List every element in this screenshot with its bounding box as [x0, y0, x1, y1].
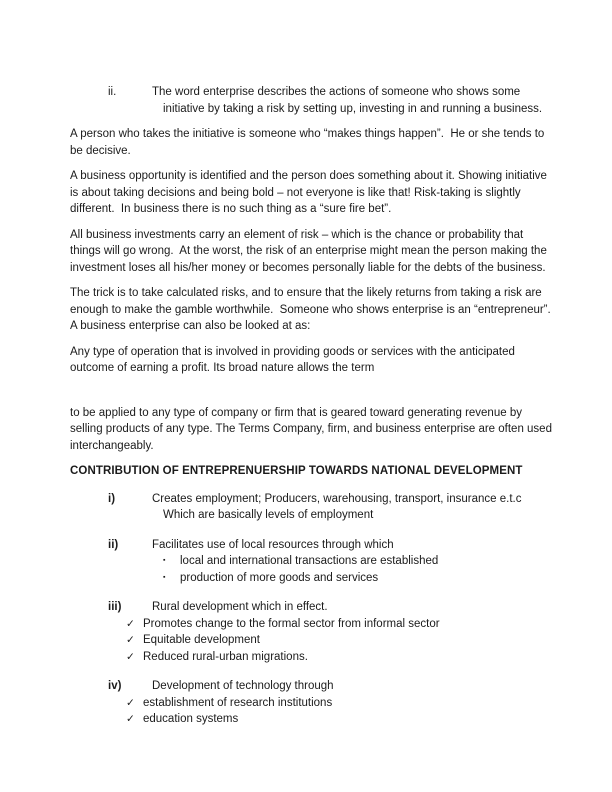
check-item	[126, 711, 552, 728]
bullet-item	[163, 570, 552, 587]
list-marker: iv)	[108, 680, 122, 692]
check-text: Equitable development	[143, 634, 260, 646]
checkmark-icon: ✓	[126, 650, 135, 663]
check-item	[126, 649, 552, 666]
list-text: Facilitates use of local resources through which	[152, 538, 394, 551]
section-heading: CONTRIBUTION OF ENTREPRENUERSHIP TOWARDS NATIONAL DEVELOPMENT	[70, 465, 523, 477]
checkmark-icon: ✓	[126, 696, 135, 709]
bullet-item	[163, 553, 552, 570]
paragraph-opportunity: A business opportunity is identified and the person does something about it. Showing initiative is about taking decisions and being bold – not everyone is like that! Risk-taking is slightly different. In business there is no such thing as a “sure fire bet”.	[70, 170, 551, 215]
list-text: Development of technology through	[152, 680, 334, 692]
list-marker: ii)	[108, 538, 119, 551]
list-marker: ii.	[108, 86, 117, 98]
numbered-item-ii	[70, 84, 552, 117]
numbered-item-i	[70, 491, 552, 524]
paragraph-operation-definition: Any type of operation that is involved in providing goods or services with the anticipated outcome of earning a profit. Its broad nature allows the term	[70, 345, 519, 374]
checkmark-icon: ✓	[126, 634, 135, 646]
checkmark-icon: ✓	[126, 617, 135, 630]
check-item	[126, 632, 552, 649]
list-text: The word enterprise describes the actions of someone who shows some	[152, 86, 521, 98]
list-marker: iii)	[108, 601, 122, 613]
bullet-text: production of more goods and services	[180, 571, 379, 584]
paragraph-company-firm: to be applied to any type of company or firm that is geared toward generating revenue by selling products of any type. The Terms Company, firm, and business enterprise are often used interchangeably.	[70, 406, 556, 452]
check-text: establishment of research institutions	[143, 696, 333, 709]
numbered-item-ii-2	[70, 537, 552, 587]
paragraph-calculated-risks: The trick is to take calculated risks, and to ensure that the likely returns from taking a risk are enough to make the gamble worthwhile. Someone who shows enterprise is an “entrepreneur”. A business enterprise can also be looked at as:	[70, 287, 554, 332]
list-marker: i)	[108, 492, 116, 505]
square-bullet-icon: ▪	[163, 573, 166, 581]
paragraph-risk: All business investments carry an element of risk – which is the chance or probability that things will go wrong. At the worst, the risk of an enterprise might mean the person making the investment loses all his/her money or becomes personally liable for the debts of the business.	[70, 228, 551, 274]
check-text: Reduced rural-urban migrations.	[143, 650, 308, 663]
list-subtext: Which are basically levels of employment	[163, 509, 374, 521]
bullet-text: local and international transactions are established	[180, 555, 439, 567]
check-text: Promotes change to the formal sector from informal sector	[143, 617, 440, 630]
list-text: Creates employment; Producers, warehousing, transport, insurance e.t.c	[152, 492, 522, 505]
paragraph-initiative: A person who takes the initiative is someone who “makes things happen”. He or she tends to be decisive.	[70, 128, 548, 157]
check-text: education systems	[143, 713, 239, 725]
list-text-line2: initiative by taking a risk by setting up, investing in and running a business.	[163, 102, 543, 115]
numbered-item-iii	[70, 599, 552, 665]
check-item	[126, 616, 552, 633]
numbered-item-iv	[70, 678, 552, 728]
list-text: Rural development which in effect.	[152, 601, 328, 613]
checkmark-icon: ✓	[126, 713, 135, 725]
square-bullet-icon: ▪	[163, 557, 166, 564]
check-item	[126, 695, 552, 712]
